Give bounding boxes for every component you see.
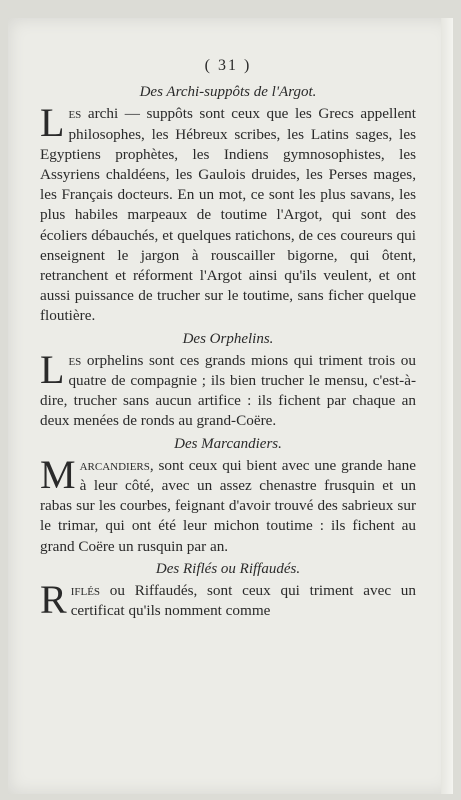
paragraph-rifles: [40, 577, 416, 623]
section-heading-marcandiers: Des Marcandiers.: [174, 435, 282, 452]
drop-cap: L: [40, 100, 65, 146]
paragraph-archi-suppots: [40, 100, 416, 326]
paragraph-text: archi — suppôts sont ceux que les Grecs appellent philosophes, les Hébreux scribes, les Latins sages, les Egyptiens prophètes, les Indiens gymnosophistes, les Assyriens chaldéens, les Gaulois druides, les Perses mages, les Français docteurs. En un mot, ce sont les plus savans, les plus habiles marpeaux de toutime l'Argot, qui sont des écoliers débauchés, et quelques ratichons, de ces coureurs qui enseignent le jargon à rouscailler bigorne, qui ôtent, retranchent et réforment l'Argot ainsi qu'ils veulent, et ont aussi puissance de trucher sur le toutime, sans ficher quelque floutière.: [40, 105, 416, 325]
page-text: [40, 56, 416, 621]
book-page: [8, 18, 453, 794]
section-heading-archi-suppots: Des Archi-suppôts de l'Argot.: [139, 84, 317, 101]
page-edge: [441, 18, 453, 794]
paragraph-text: ou Riffaudés, sont ceux qui triment avec un certificat qu'ils nomment comme: [70, 582, 416, 620]
paragraph-text: , sont ceux qui bient avec une grande hane à leur côté, avec un assez chenastre frusquin et un rabas sur les courbes, feignant d'avoir trouvé des sabrieux sur le trimar, qui ont été leur michon toutime : ils fichent au grand Coëre un rusquin par an.: [40, 456, 416, 555]
paragraph-text: orphelins sont ces grands mions qui triment trois ou quatre de compagnie ; ils bien trucher le mensu, c'est-à-dire, trucher sans aucun artifice : ils fichent par chaque an deux menées de ronds au grand-Coëre.: [40, 351, 416, 430]
lead-word: arcandiers: [79, 456, 150, 474]
page-number: ( 31 ): [204, 57, 252, 74]
lead-word: es: [68, 105, 82, 123]
section-heading-orphelins: Des Orphelins.: [182, 330, 274, 347]
section-heading-rifles: Des Riflés ou Riffaudés.: [155, 560, 301, 577]
paragraph-marcandiers: [40, 451, 416, 557]
drop-cap: M: [40, 451, 76, 497]
paragraph-orphelins: [40, 346, 416, 432]
drop-cap: R: [40, 577, 67, 623]
drop-cap: L: [40, 346, 65, 392]
lead-word: es: [68, 351, 82, 369]
lead-word: iflés: [70, 582, 101, 600]
